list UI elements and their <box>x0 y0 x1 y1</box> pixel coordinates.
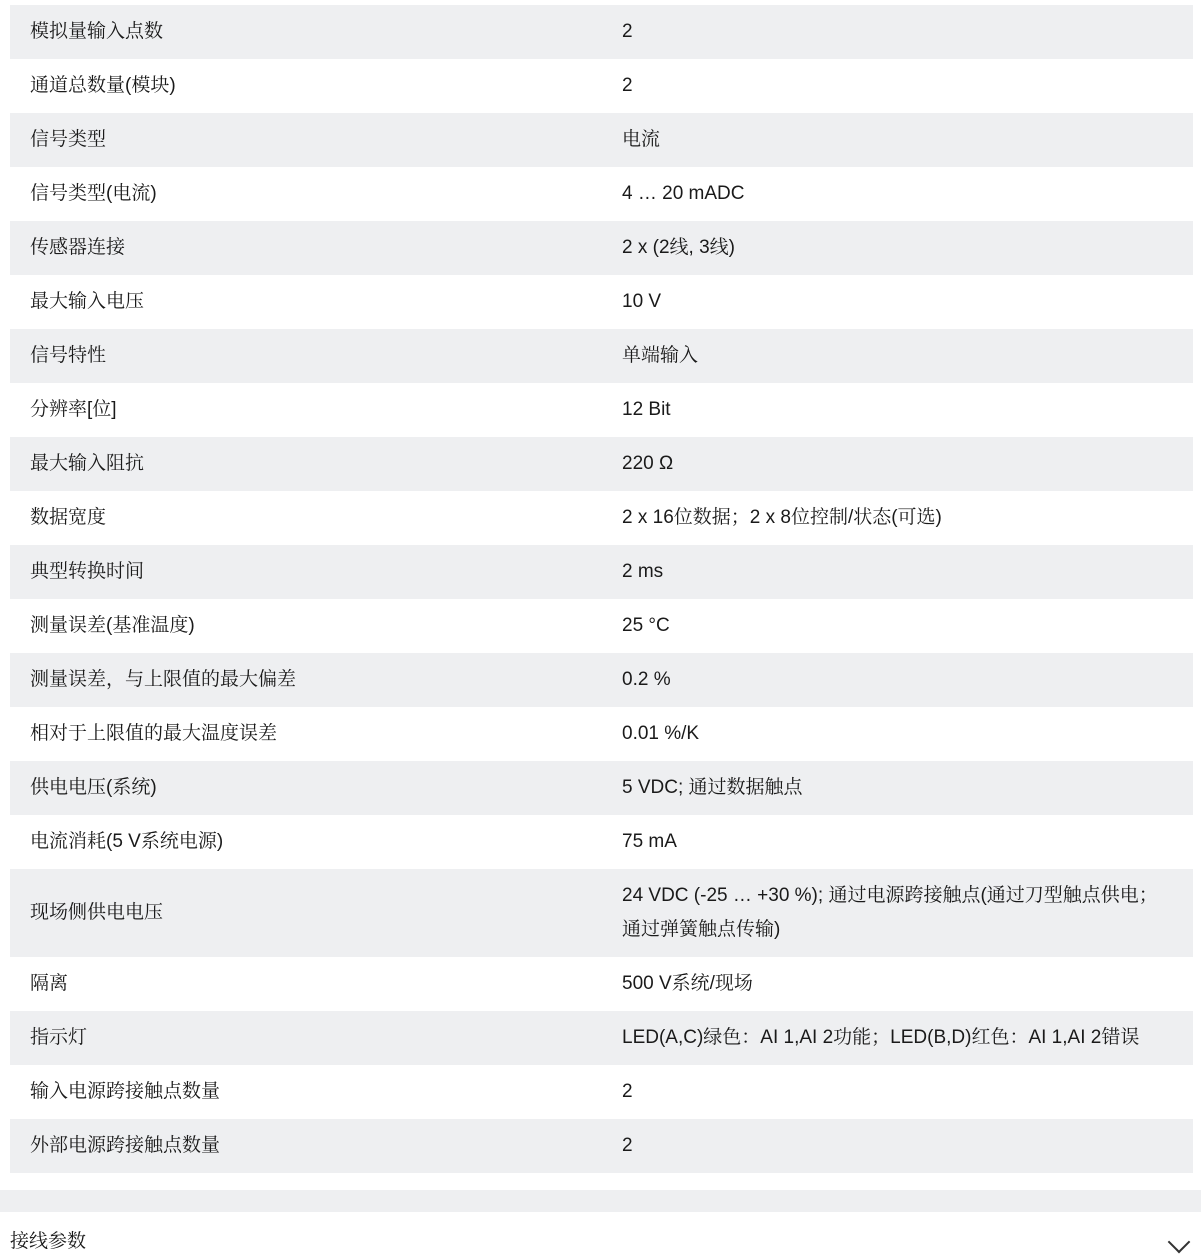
spec-row-6 <box>10 329 1193 383</box>
spec-value: 0.01 %/K <box>622 723 700 744</box>
spec-row-1 <box>10 59 1193 113</box>
spec-value: LED(A,C)绿色：AI 1,AI 2功能；LED(B,D)红色：AI 1,AI 2错误 <box>622 1027 1140 1048</box>
spec-value: 0.2 % <box>622 669 671 690</box>
spec-row-12 <box>10 653 1193 707</box>
spec-row-4 <box>10 221 1193 275</box>
spec-value: 220 Ω <box>622 453 674 474</box>
spec-label: 分辨率[位] <box>30 399 117 420</box>
spec-label: 最大输入阻抗 <box>30 453 145 474</box>
spec-label: 现场侧供电电压 <box>30 902 164 923</box>
spec-label: 电流消耗(5 V系统电源) <box>30 831 224 852</box>
spec-row-9 <box>10 491 1193 545</box>
spec-value: 2 x (2线, 3线) <box>622 237 735 258</box>
spec-value: 4 … 20 mADC <box>622 183 745 204</box>
spec-label: 相对于上限值的最大温度误差 <box>30 723 278 744</box>
spec-row-2 <box>10 113 1193 167</box>
spec-row-20 <box>10 1119 1193 1173</box>
spec-label: 模拟量输入点数 <box>30 21 164 42</box>
spec-row-13 <box>10 707 1193 761</box>
spec-row-5 <box>10 275 1193 329</box>
spec-label: 测量误差，与上限值的最大偏差 <box>30 669 297 690</box>
spec-value: 2 <box>622 21 633 42</box>
spec-table <box>10 5 1193 1173</box>
spec-label: 数据宽度 <box>30 507 107 528</box>
spec-row-18 <box>10 1011 1193 1065</box>
spec-label: 供电电压(系统) <box>30 777 157 798</box>
spec-row-11 <box>10 599 1193 653</box>
spec-label: 信号类型(电流) <box>30 183 157 204</box>
spec-value: 500 V系统/现场 <box>622 973 753 994</box>
spec-label: 最大输入电压 <box>30 291 145 312</box>
spec-label: 隔离 <box>30 973 69 994</box>
spec-value: 2 x 16位数据；2 x 8位控制/状态(可选) <box>622 507 942 528</box>
section-divider <box>0 1190 1201 1212</box>
spec-row-10 <box>10 545 1193 599</box>
spec-label: 通道总数量(模块) <box>30 75 176 96</box>
spec-label: 输入电源跨接触点数量 <box>30 1081 221 1102</box>
spec-value: 2 <box>622 1081 633 1102</box>
spec-row-7 <box>10 383 1193 437</box>
spec-label: 传感器连接 <box>30 237 126 258</box>
spec-value: 2 <box>622 75 633 96</box>
spec-value: 电流 <box>622 129 661 150</box>
section-title: 接线参数 <box>10 1231 87 1252</box>
spec-value: 75 mA <box>622 831 677 852</box>
spec-label: 测量误差(基准温度) <box>30 615 195 636</box>
spec-value: 12 Bit <box>622 399 671 420</box>
wiring-params-section-header[interactable] <box>0 1212 1201 1252</box>
spec-value: 5 VDC; 通过数据触点 <box>622 777 803 798</box>
spec-label: 指示灯 <box>30 1027 88 1048</box>
spec-row-0 <box>10 5 1193 59</box>
spec-row-14 <box>10 761 1193 815</box>
spec-row-17 <box>10 957 1193 1011</box>
spec-value: 2 ms <box>622 561 664 582</box>
spec-row-15 <box>10 815 1193 869</box>
spec-row-16 <box>10 869 1193 957</box>
spec-value: 单端输入 <box>622 345 699 366</box>
chevron-down-icon[interactable] <box>1168 1231 1191 1254</box>
spec-label: 外部电源跨接触点数量 <box>30 1135 221 1156</box>
spec-label: 信号类型 <box>30 129 107 150</box>
spec-label: 典型转换时间 <box>30 561 145 582</box>
spec-value: 25 °C <box>622 615 670 636</box>
spec-value: 2 <box>622 1135 633 1156</box>
spec-value: 10 V <box>622 291 662 312</box>
spec-row-3 <box>10 167 1193 221</box>
spec-row-19 <box>10 1065 1193 1119</box>
spec-value: 24 VDC (-25 … +30 %); 通过电源跨接触点(通过刀型触点供电；通过弹簧触点传输) <box>622 885 1158 940</box>
spec-label: 信号特性 <box>30 345 107 366</box>
spec-row-8 <box>10 437 1193 491</box>
